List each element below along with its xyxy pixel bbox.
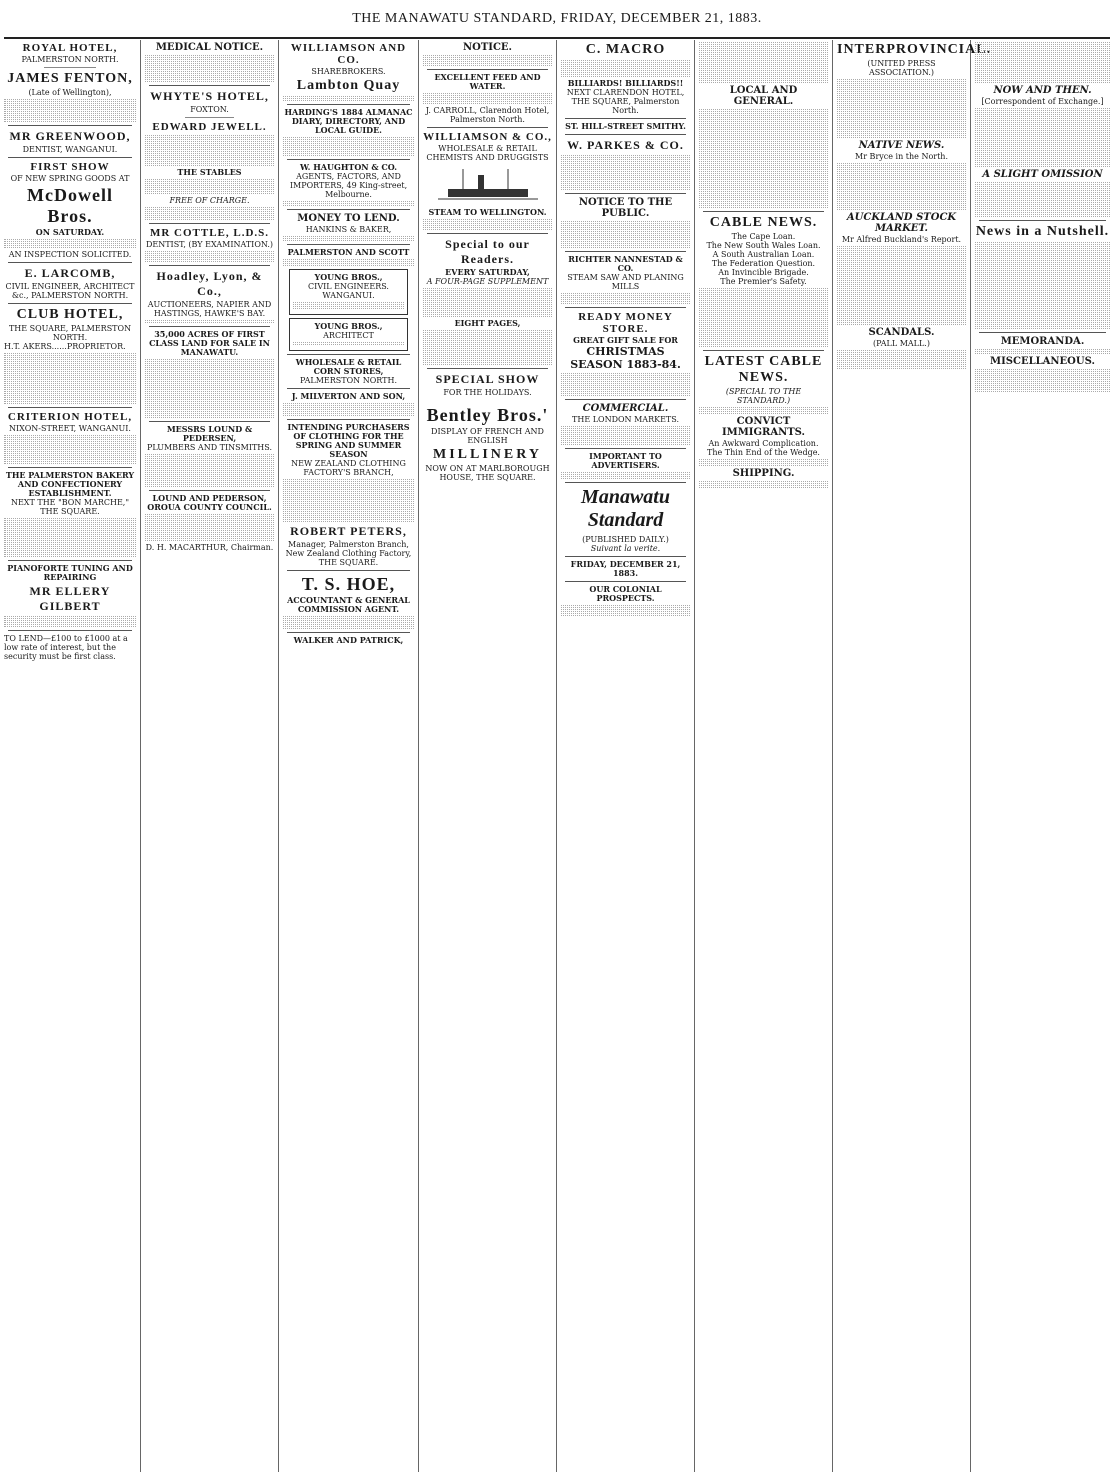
- nutshell-heading: News in a Nutshell.: [975, 224, 1110, 239]
- cable-item-4: The Federation Question.: [711, 259, 816, 268]
- ad-young-bros-title: YOUNG BROS.,: [314, 272, 383, 282]
- ad-mcdowell-note: AN INSPECTION SOLICITED.: [8, 250, 132, 259]
- ad-williamson2-sub: WHOLESALE & RETAIL CHEMISTS AND DRUGGISTS: [426, 144, 549, 162]
- native-news-sub: Mr Bryce in the North.: [855, 152, 948, 161]
- ad-notice-title: NOTICE.: [462, 42, 513, 53]
- native-news-heading: NATIVE NEWS.: [858, 140, 945, 151]
- ad-feed-title: EXCELLENT FEED AND WATER.: [434, 72, 541, 91]
- ad-whytes-title: WHYTE'S HOTEL,: [150, 89, 269, 103]
- ad-milverton-title: J. MILVERTON AND SON,: [291, 391, 406, 401]
- ad-show-title: SPECIAL SHOW: [435, 372, 540, 386]
- memoranda-heading: MEMORANDA.: [1000, 336, 1085, 347]
- cable-news-heading: CABLE NEWS.: [709, 215, 818, 230]
- ad-bentley-title: Bentley Bros.': [426, 405, 549, 425]
- now-then-sub: [Correspondent of Exchange.]: [981, 97, 1104, 106]
- convict-item-2: The Thin End of the Wedge.: [707, 448, 820, 457]
- ad-mcdowell-day: ON SATURDAY.: [35, 227, 105, 237]
- ad-young-bros2-sub: ARCHITECT: [323, 331, 374, 340]
- column-2: [141, 40, 278, 1472]
- ad-clothing-sub: NEW ZEALAND CLOTHING FACTORY'S BRANCH,: [291, 459, 406, 477]
- now-then-heading: NOW AND THEN.: [993, 85, 1092, 96]
- ad-clothing-title: INTENDING PURCHASERS OF CLOTHING FOR THE SPRING AND SUMMER SEASON: [287, 422, 410, 459]
- ad-haughton-sub: AGENTS, FACTORS, AND IMPORTERS, 49 King-street, Melbourne.: [289, 172, 408, 199]
- ad-hoe-sub: ACCOUNTANT & GENERAL COMMISSION AGENT.: [287, 595, 410, 614]
- interprovincial-sub: (UNITED PRESS ASSOCIATION.): [867, 59, 936, 77]
- ad-public-notice-title: NOTICE TO THE PUBLIC.: [578, 197, 673, 219]
- ad-special-sub2: A FOUR-PAGE SUPPLEMENT: [426, 277, 549, 286]
- ad-young-bros-sub: CIVIL ENGINEERS. WANGANUI.: [308, 282, 389, 300]
- ad-first-show-sub: OF NEW SPRING GOODS AT: [10, 174, 130, 183]
- ad-harding-title: HARDING'S 1884 ALMANAC DIARY, DIRECTORY, AND LOCAL GUIDE.: [284, 107, 413, 135]
- commercial-heading: COMMERCIAL.: [582, 403, 669, 414]
- ad-royal-hotel-name: JAMES FENTON,: [7, 71, 133, 86]
- ad-parkes-title: W. PARKES & CO.: [567, 138, 684, 152]
- ad-money-sub: HANKINS & BAKER,: [305, 225, 392, 234]
- ad-lound-title: MESSRS LOUND & PEDERSEN,: [166, 424, 253, 443]
- ad-criterion-title: CRITERION HOTEL,: [7, 411, 133, 423]
- ad-steam-title: STEAM TO WELLINGTON.: [428, 207, 547, 217]
- ad-special-title: Special to our Readers.: [445, 237, 530, 266]
- ad-billiards-sub: NEXT CLARENDON HOTEL, THE SQUARE, Palmerston North.: [566, 88, 685, 115]
- scandals-sub: (PALL MALL.): [873, 339, 930, 348]
- cable-item-1: The Cape Loan.: [731, 232, 796, 241]
- ad-whytes-sub: FOXTON.: [190, 105, 229, 114]
- column-5: [557, 40, 694, 1472]
- cable-item-5: An Invincible Brigade.: [718, 268, 809, 277]
- column-3: [279, 40, 418, 1472]
- ad-peters-sub: Manager, Palmerston Branch, New Zealand Clothing Factory, THE SQUARE.: [285, 540, 412, 567]
- ad-royal-hotel-name2: (Late of Wellington),: [28, 88, 112, 97]
- ad-lound-sub: PLUMBERS AND TINSMITHS.: [146, 443, 273, 452]
- ad-to-lend: TO LEND—£100 to £1000 at a low rate of interest, but the security must be first class.: [4, 634, 128, 661]
- ad-billiards-title: BILLIARDS! BILLIARDS!!: [567, 78, 684, 88]
- ad-piano-title: PIANOFORTE TUNING AND REPAIRING: [7, 563, 133, 582]
- ad-special-pages: EIGHT PAGES,: [454, 318, 521, 328]
- stock-market-sub: Mr Alfred Buckland's Report.: [841, 235, 962, 244]
- ad-cottle-title: MR COTTLE, L.D.S.: [149, 227, 270, 239]
- shipping-heading: SHIPPING.: [732, 468, 795, 479]
- ad-club-hotel-title: CLUB HOTEL,: [16, 307, 124, 322]
- column-6: [695, 40, 832, 1472]
- ad-williamson2-title: WILLIAMSON & CO.,: [423, 131, 552, 143]
- ad-greenwood-sub: DENTIST, WANGANUI.: [22, 145, 118, 154]
- newspaper-nameplate: Manawatu Standard: [581, 486, 670, 531]
- column-8: [971, 40, 1114, 1472]
- ad-williamson-sub: SHAREBROKERS.: [311, 67, 386, 76]
- ad-walker-title: WALKER AND PATRICK,: [293, 635, 404, 645]
- ad-ready-money-sub: GREAT GIFT SALE FOR: [573, 335, 678, 345]
- ad-palmerston-scott-title: PALMERSTON AND SCOTT: [287, 247, 410, 257]
- ad-hoadley-sub: AUCTIONEERS, NAPIER AND HASTINGS, HAWKE'S BAY.: [147, 300, 272, 318]
- ad-acres-title: 35,000 ACRES OF FIRST CLASS LAND FOR SALE IN MANAWATU.: [149, 329, 270, 357]
- commercial-sub: THE LONDON MARKETS.: [572, 415, 679, 424]
- ad-haughton-title: W. HAUGHTON & CO.: [299, 162, 398, 172]
- ad-bentley-sub: DISPLAY OF FRENCH AND ENGLISH: [431, 427, 544, 445]
- masthead-text: THE MANAWATU STANDARD, FRIDAY, DECEMBER 21, 1883.: [352, 11, 762, 26]
- ad-special-sub: EVERY SATURDAY,: [445, 267, 530, 277]
- leader-title: OUR COLONIAL PROSPECTS.: [589, 584, 662, 603]
- ad-show-sub: FOR THE HOLIDAYS.: [443, 388, 532, 397]
- stock-market-heading: AUCKLAND STOCK MARKET.: [846, 212, 957, 234]
- ad-bentley-sub3: NOW ON AT MARLBOROUGH HOUSE, THE SQUARE.: [425, 464, 550, 482]
- ad-richter-title: RICHTER NANNESTAD & CO.: [568, 254, 683, 273]
- ad-royal-hotel-title: ROYAL HOTEL,: [22, 42, 118, 54]
- ad-mcdowell-name: McDowell Bros.: [27, 185, 113, 226]
- ad-bakery-title: THE PALMERSTON BAKERY AND CONFECTIONERY ESTABLISHMENT.: [5, 470, 135, 498]
- ad-corn-title: WHOLESALE & RETAIL CORN STORES,: [295, 357, 402, 376]
- convict-heading: CONVICT IMMIGRANTS.: [721, 416, 806, 438]
- masthead-rule: [4, 37, 1110, 39]
- local-general-heading: LOCAL AND GENERAL.: [729, 85, 798, 107]
- ad-greenwood-title: MR GREENWOOD,: [9, 129, 131, 143]
- ad-larcomb-title: E. LARCOMB,: [24, 266, 116, 280]
- steamship-illustration: [428, 165, 548, 205]
- ad-money-title: MONEY TO LEND.: [297, 213, 400, 224]
- scandals-heading: SCANDALS.: [868, 327, 935, 338]
- ad-bakery-sub: NEXT THE "BON MARCHE," THE SQUARE.: [10, 498, 130, 516]
- miscellaneous-heading: MISCELLANEOUS.: [990, 356, 1095, 367]
- ad-royal-hotel-sub: PALMERSTON NORTH.: [21, 55, 119, 64]
- ad-whytes-name: EDWARD JEWELL.: [152, 121, 267, 133]
- ad-medical-title: MEDICAL NOTICE.: [155, 42, 264, 53]
- ad-corn-sub: PALMERSTON NORTH.: [299, 376, 397, 385]
- advertisers-title: IMPORTANT TO ADVERTISERS.: [589, 451, 662, 470]
- ad-club-hotel-prop: H.T. AKERS......PROPRIETOR.: [4, 342, 126, 351]
- interprovincial-heading: INTERPROVINCIAL.: [837, 42, 992, 57]
- latest-cable-heading: LATEST CABLE NEWS.: [704, 354, 823, 385]
- ad-hoadley-title: Hoadley, Lyon, & Co.,: [156, 269, 263, 298]
- ad-peters-title: ROBERT PETERS,: [290, 524, 407, 538]
- ad-macro-title: C. MACRO: [585, 42, 666, 57]
- ad-feed-sign: J. CARROLL, Clarendon Hotel, Palmerston North.: [425, 106, 550, 124]
- ad-larcomb-sub: CIVIL ENGINEER, ARCHITECT &c., PALMERSTON NORTH.: [5, 282, 135, 300]
- ad-club-hotel-sub: THE SQUARE, PALMERSTON NORTH.: [8, 324, 132, 342]
- ad-richter-sub: STEAM SAW AND PLANING MILLS: [567, 273, 684, 291]
- column-1: [0, 40, 140, 1472]
- ad-first-show-title: FIRST SHOW: [30, 161, 110, 173]
- issue-date: FRIDAY, DECEMBER 21, 1883.: [570, 559, 681, 578]
- cable-item-2: The New South Wales Loan.: [706, 241, 821, 250]
- ad-oroua-sign: D. H. MACARTHUR, Chairman.: [145, 543, 274, 552]
- ad-bentley-millinery: MILLINERY: [433, 447, 542, 462]
- nameplate-sub: (PUBLISHED DAILY.): [582, 535, 669, 544]
- latest-cable-sub: (SPECIAL TO THE STANDARD.): [725, 387, 802, 405]
- ad-smithy-title: ST. HILL-STREET SMITHY.: [565, 121, 686, 131]
- nameplate-motto: Suivant la verite.: [590, 544, 661, 553]
- ad-cottle-sub: DENTIST, (BY EXAMINATION.): [145, 240, 274, 249]
- ad-lound2-title: LOUND AND PEDERSON,: [152, 493, 267, 503]
- cable-item-3: A South Australian Loan.: [712, 250, 815, 259]
- ad-williamson-title: WILLIAMSON AND CO.: [290, 42, 407, 66]
- cable-item-6: The Premier's Safety.: [720, 277, 807, 286]
- slight-omission-heading: A SLIGHT OMISSION: [982, 169, 1103, 180]
- ad-williamson-name: Lambton Quay: [296, 78, 401, 93]
- ad-ready-money-title: READY MONEY STORE.: [578, 311, 673, 335]
- ad-oroua-title: OROUA COUNTY COUNCIL.: [147, 502, 272, 512]
- ad-whytes-stables: THE STABLES: [177, 167, 242, 177]
- column-4: [419, 40, 556, 1472]
- ad-hoe-title: T. S. HOE,: [301, 574, 396, 594]
- ad-whytes-free: FREE OF CHARGE.: [169, 196, 250, 205]
- ad-piano-name: MR ELLERY GILBERT: [29, 584, 111, 613]
- ad-young-bros2-title: YOUNG BROS.,: [314, 321, 383, 331]
- column-7: [833, 40, 992, 1472]
- ad-ready-money-sub2: CHRISTMAS SEASON 1883-84.: [570, 345, 681, 371]
- page-masthead: [0, 0, 1114, 38]
- ad-criterion-sub: NIXON-STREET, WANGANUI.: [9, 424, 131, 433]
- convict-item-1: An Awkward Complication.: [708, 439, 819, 448]
